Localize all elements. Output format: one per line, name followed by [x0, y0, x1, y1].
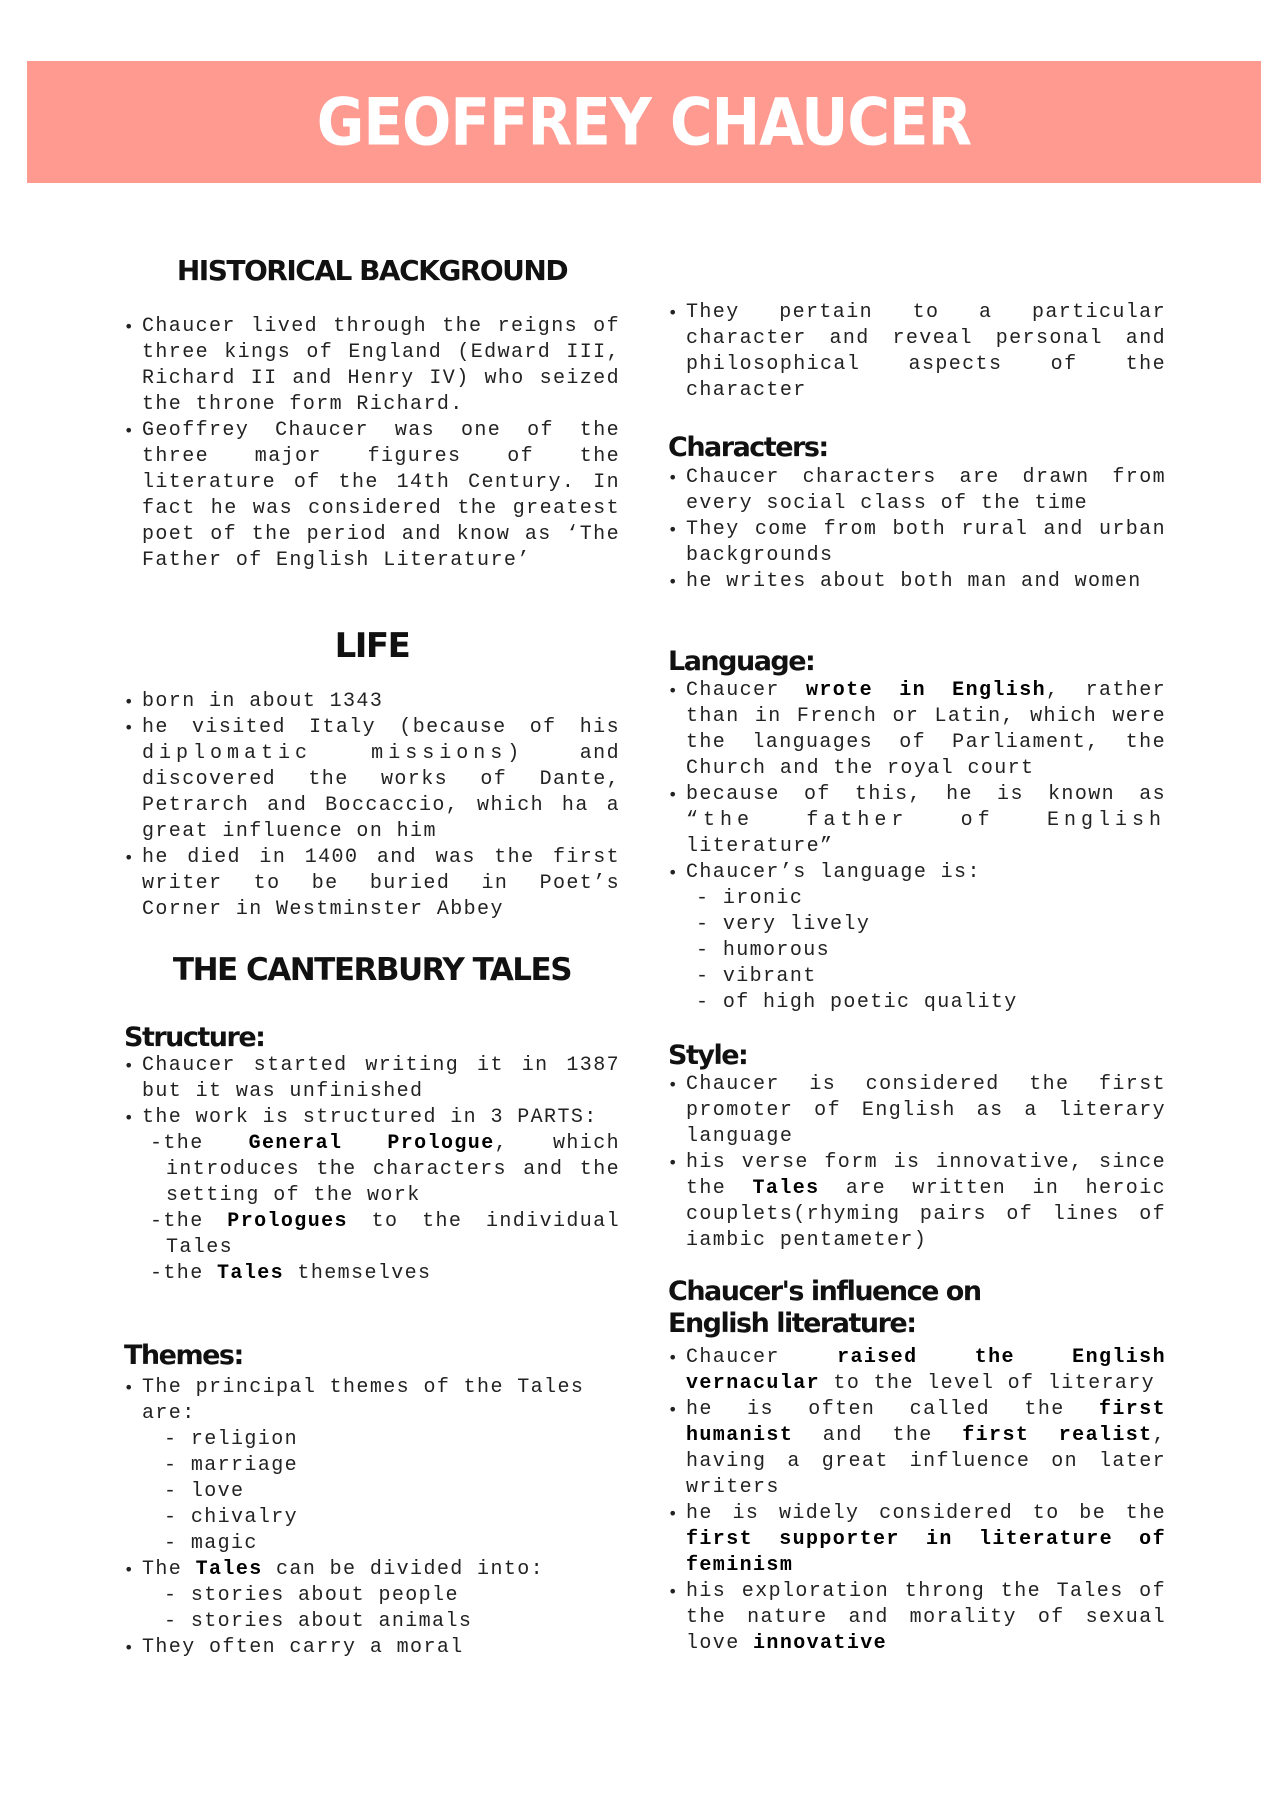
list-item	[124, 1131, 620, 1209]
structure-text: -the	[150, 1210, 228, 1233]
list-item: • The principal themes of the Tales are:	[124, 1375, 620, 1427]
theme-item: - love	[164, 1480, 245, 1503]
structure-text: , which introduces the characters and the setting of the work	[166, 1132, 620, 1207]
structure-list	[124, 1053, 620, 1287]
division-item: - stories about animals	[164, 1610, 473, 1633]
list-item: • They often carry a moral	[124, 1635, 620, 1661]
division-text: stories about animals	[190, 1610, 473, 1633]
division-item: - stories about people	[164, 1584, 459, 1607]
themes-bold: Tales	[195, 1558, 263, 1581]
influence-text: his exploration throng the Tales of the nature and morality of sexual love	[686, 1580, 1166, 1655]
structure-text: -the	[150, 1262, 218, 1285]
title-banner	[27, 61, 1261, 183]
style-text: his verse form is innovative, since the	[686, 1151, 1166, 1200]
characters-list	[668, 465, 1166, 595]
list-item: • Chaucer characters are drawn from every social class of the time	[668, 465, 1166, 517]
theme-text: chivalry	[190, 1506, 299, 1529]
quality-text: vibrant	[722, 965, 817, 988]
language-text: literature”	[686, 835, 834, 858]
list-item	[668, 1501, 1166, 1579]
language-list	[668, 678, 1166, 1016]
language-text: because of this, he is known as	[686, 783, 1166, 806]
structure-text: -the	[150, 1132, 249, 1155]
list-item	[668, 1345, 1166, 1397]
themes-text: The	[142, 1558, 196, 1581]
language-text: , rather than in French or Latin, which were the languages of Parliament, the Church and the royal court	[686, 679, 1166, 780]
quality-item: - humorous	[696, 939, 831, 962]
language-bold: wrote in English	[806, 679, 1046, 702]
quality-item: - of high poetic quality	[696, 991, 1018, 1014]
theme-text: magic	[190, 1532, 258, 1555]
list-item	[124, 1557, 620, 1583]
life-list	[124, 689, 620, 923]
list-item: • the work is structured in 3 PARTS:	[124, 1105, 620, 1131]
influence-heading: Chaucer's influence on English literature:	[668, 1276, 981, 1339]
quality-text: humorous	[722, 939, 831, 962]
list-item	[124, 715, 620, 845]
list-item: • born in about 1343	[124, 689, 620, 715]
structure-bold: Tales	[217, 1262, 285, 1285]
life-text: he visited Italy (because of his	[142, 716, 620, 739]
canterbury-tales-heading: THE CANTERBURY TALES	[172, 952, 572, 988]
style-text: are written in heroic couplets(rhyming pairs of lines of iambic pentameter)	[686, 1177, 1166, 1252]
page-title: GEOFFREY CHAUCER	[316, 83, 972, 161]
language-text: “the father of English	[686, 809, 1166, 832]
structure-text: to the individual Tales	[166, 1210, 620, 1259]
division-text: stories about people	[190, 1584, 459, 1607]
quality-item: - ironic	[696, 887, 804, 910]
list-item	[668, 1579, 1166, 1657]
influence-bold: first realist	[962, 1424, 1153, 1447]
influence-bold: raised the English vernacular	[686, 1346, 1166, 1395]
language-text: Chaucer	[686, 679, 806, 702]
life-text: diplomatic missions)	[142, 742, 525, 765]
influence-bold: innovative	[753, 1632, 888, 1655]
characters-heading: Characters:	[668, 432, 828, 463]
quality-item: - vibrant	[696, 965, 817, 988]
influence-bold: first supporter in literature of feminism	[686, 1528, 1166, 1577]
historical-background-heading: HISTORICAL BACKGROUND	[176, 254, 568, 287]
theme-text: marriage	[190, 1454, 299, 1477]
theme-item: - chivalry	[164, 1506, 299, 1529]
style-heading: Style:	[668, 1040, 748, 1071]
list-item: • Chaucer lived through the reigns of three kings of England (Edward III, Richard II and Henry IV) who seized the throne form Richard.	[124, 314, 620, 418]
influence-text: to the level of literary	[820, 1372, 1156, 1395]
life-text: discovered the works of Dante, Petrarch and Boccaccio, which ha a great influence on him	[142, 768, 620, 843]
structure-heading: Structure:	[124, 1022, 265, 1053]
themes-list	[124, 1375, 620, 1661]
list-item	[668, 1150, 1166, 1254]
influence-text: Chaucer	[686, 1346, 838, 1369]
quality-text: very lively	[722, 913, 871, 936]
influence-text: and the	[793, 1424, 963, 1447]
list-item	[668, 678, 1166, 782]
list-item: • They come from both rural and urban backgrounds	[668, 517, 1166, 569]
list-item	[124, 1261, 620, 1287]
list-item: • he writes about both man and women	[668, 569, 1166, 595]
quality-item: - very lively	[696, 913, 871, 936]
structure-bold: General Prologue	[248, 1132, 495, 1155]
influence-list	[668, 1345, 1166, 1657]
list-item: • Chaucer started writing it in 1387 but it was unfinished	[124, 1053, 620, 1105]
theme-text: love	[190, 1480, 245, 1503]
style-list	[668, 1072, 1166, 1254]
influence-bold: first humanist	[686, 1398, 1166, 1447]
life-text: and	[579, 742, 620, 765]
list-item: • They pertain to a particular character and reveal personal and philosophical aspects of the character	[668, 300, 1166, 404]
influence-text: he is often called the	[686, 1398, 1099, 1421]
quality-text: ironic	[722, 887, 804, 910]
list-item: • Chaucer is considered the first promoter of English as a literary language	[668, 1072, 1166, 1150]
themes-text: can be divided into:	[262, 1558, 545, 1581]
structure-bold: Prologues	[227, 1210, 348, 1233]
influence-text: he is widely considered to be the	[686, 1502, 1166, 1525]
list-item: • Geoffrey Chaucer was one of the three major figures of the literature of the 14th Century. In fact he was considered the greatest poet of the period and know as ‘The Father of English Literature’	[124, 418, 620, 574]
influence-text: , having a great influence on later writers	[686, 1424, 1166, 1499]
themes-continued-list	[668, 300, 1166, 404]
theme-item: - religion	[164, 1428, 299, 1451]
style-bold: Tales	[752, 1177, 820, 1200]
theme-item: - marriage	[164, 1454, 299, 1477]
list-item	[668, 1397, 1166, 1501]
list-item	[668, 782, 1166, 860]
theme-item: - magic	[164, 1532, 258, 1555]
theme-text: religion	[190, 1428, 299, 1451]
historical-background-list	[124, 314, 620, 574]
list-item: • Chaucer’s language is:	[668, 860, 1166, 886]
language-heading: Language:	[668, 646, 815, 677]
structure-text: themselves	[284, 1262, 432, 1285]
life-heading: LIFE	[334, 626, 410, 666]
themes-heading: Themes:	[124, 1340, 243, 1371]
quality-text: of high poetic quality	[722, 991, 1018, 1014]
list-item	[124, 1209, 620, 1261]
list-item: • he died in 1400 and was the first writer to be buried in Poet’s Corner in Westminster Abbey	[124, 845, 620, 923]
